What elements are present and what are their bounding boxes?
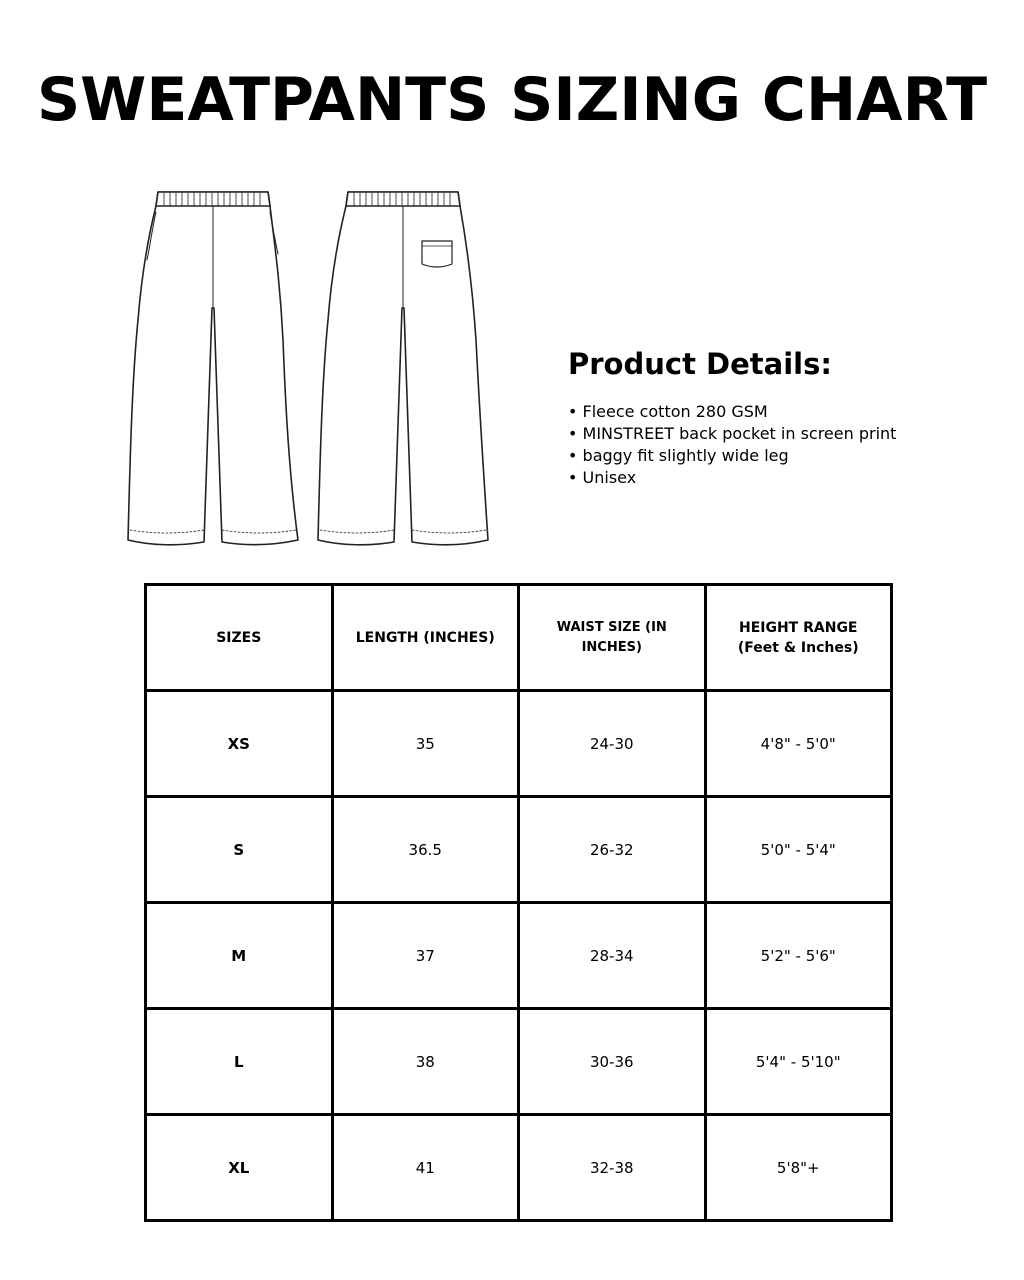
- product-details: [568, 344, 988, 489]
- table-row: [146, 691, 892, 797]
- detail-item: • baggy fit slightly wide leg: [568, 445, 988, 467]
- size-cell: S: [146, 797, 333, 903]
- back-view: [318, 192, 488, 545]
- height-cell: 5'2" - 5'6": [705, 903, 892, 1009]
- size-cell: M: [146, 903, 333, 1009]
- waist-cell: 32-38: [519, 1115, 706, 1221]
- length-cell: 35: [332, 691, 519, 797]
- waist-cell: 28-34: [519, 903, 706, 1009]
- height-cell: 5'0" - 5'4": [705, 797, 892, 903]
- height-cell: 5'8"+: [705, 1115, 892, 1221]
- size-table: [144, 583, 893, 1222]
- product-details-heading: Product Details:: [568, 347, 832, 381]
- product-details-list: [568, 401, 988, 489]
- table-row: [146, 903, 892, 1009]
- size-cell: XS: [146, 691, 333, 797]
- waist-cell: 30-36: [519, 1009, 706, 1115]
- detail-item: • Unisex: [568, 467, 988, 489]
- header-waist: WAIST SIZE (IN INCHES): [519, 585, 706, 691]
- height-cell: 4'8" - 5'0": [705, 691, 892, 797]
- table-row: [146, 797, 892, 903]
- length-cell: 37: [332, 903, 519, 1009]
- header-sizes: SIZES: [146, 585, 333, 691]
- size-cell: L: [146, 1009, 333, 1115]
- length-cell: 38: [332, 1009, 519, 1115]
- table-header-row: [146, 585, 892, 691]
- length-cell: 36.5: [332, 797, 519, 903]
- waist-cell: 24-30: [519, 691, 706, 797]
- table-row: [146, 1009, 892, 1115]
- detail-item: • Fleece cotton 280 GSM: [568, 401, 988, 423]
- sweatpants-illustration: [120, 180, 500, 555]
- waist-cell: 26-32: [519, 797, 706, 903]
- size-cell: XL: [146, 1115, 333, 1221]
- front-view: [128, 192, 298, 545]
- length-cell: 41: [332, 1115, 519, 1221]
- detail-item: • MINSTREET back pocket in screen print: [568, 423, 988, 445]
- height-cell: 5'4" - 5'10": [705, 1009, 892, 1115]
- page-title: SWEATPANTS SIZING CHART: [36, 65, 988, 135]
- header-height: HEIGHT RANGE (Feet & Inches): [705, 585, 892, 691]
- header-length: LENGTH (INCHES): [332, 585, 519, 691]
- table-row: [146, 1115, 892, 1221]
